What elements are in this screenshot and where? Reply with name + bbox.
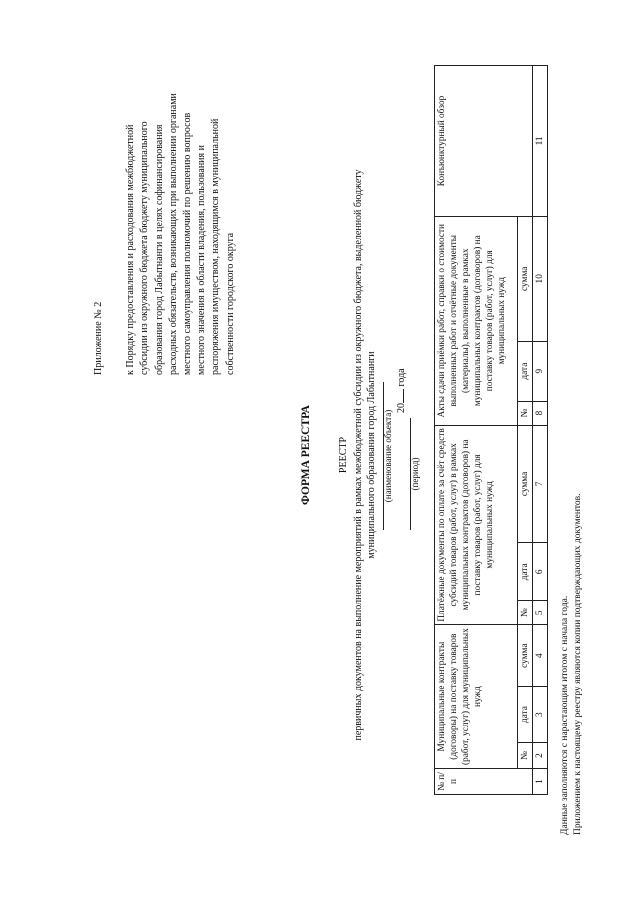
col-number: 7: [533, 425, 548, 543]
sub-sum: сумма: [518, 425, 533, 543]
sub-date: дата: [518, 341, 533, 401]
sub-date: дата: [518, 687, 533, 743]
header-acts: Акты сдачи приёмки работ, справки о стоимости выполненных работ и отчётные документы (материалы), выполненные в рамках муниципальных контрактов (договоров) на поставку товаров (работ, услуг) для муниципальных нужд: [435, 216, 518, 425]
col-number: 2: [533, 743, 548, 769]
col-number: 1: [533, 769, 548, 795]
sub-no: №: [518, 601, 533, 625]
col-number: 4: [533, 625, 548, 687]
register-title: РЕЕСТР: [338, 436, 349, 474]
col-number: 10: [533, 216, 548, 341]
form-title: ФОРМА РЕЕСТРА: [300, 405, 312, 506]
sub-sum: сумма: [518, 625, 533, 687]
sub-no: №: [518, 743, 533, 769]
header-review: Конъюнктурный обзор: [435, 66, 533, 217]
col-number: 11: [533, 66, 548, 217]
col-number: 3: [533, 687, 548, 743]
header-contracts: Муниципальные контракты (договоры) на поставку товаров (работ, услуг) для муниципальных нужд: [435, 625, 518, 769]
appendix-block: [92, 85, 238, 375]
col-number: 6: [533, 543, 548, 601]
object-label: (наименование объекта): [383, 409, 393, 503]
sub-sum: сумма: [518, 216, 533, 341]
header-num: № п/п: [435, 769, 533, 795]
period-label: (период): [410, 457, 420, 491]
year-suffix: года: [396, 368, 407, 387]
register-subtitle-line1: первичных документов на выполнение мероприятий в рамках межбюджетной субсидии из окружного бюджета, выделенной бюджету: [353, 169, 364, 741]
register-table: [434, 65, 548, 795]
header-payments: Платёжные документы по оплате за счёт средств субсидий товаров (работ, услуг) в рамках муниципальных контрактов (договоров) на поставку товаров (работ, услуг) для муниципальных нужд: [435, 425, 518, 625]
col-number: 8: [533, 401, 548, 425]
note-line2: Приложением к настоящему реестру являются копии подтверждающих документов.: [573, 493, 583, 835]
register-subtitle: [352, 105, 378, 805]
note-line1: Данные заполняются с нарастающим итогом с начала года.: [560, 595, 570, 835]
sub-no: №: [518, 401, 533, 425]
sub-date: дата: [518, 543, 533, 601]
appendix-number: Приложение № 2: [93, 301, 104, 375]
year-prefix: 20: [396, 403, 407, 413]
col-number: 5: [533, 601, 548, 625]
appendix-text: к Порядку предоставления и расходования межбюджетной субсидии из окружного бюджета бюджету муниципального образования город Лабытнанги в целях софинансирования расходных обязательств, возникающих при выполнении органами местного самоуправления полномочий по решению вопросов местного значения в области владения, пользования и распоряжения имуществом, находящимся в муниципальной собственности городского округа: [125, 93, 236, 375]
col-number: 9: [533, 341, 548, 401]
register-subtitle-line2: муниципального образования город Лабытнанги: [366, 351, 377, 559]
year-field: [396, 368, 407, 413]
